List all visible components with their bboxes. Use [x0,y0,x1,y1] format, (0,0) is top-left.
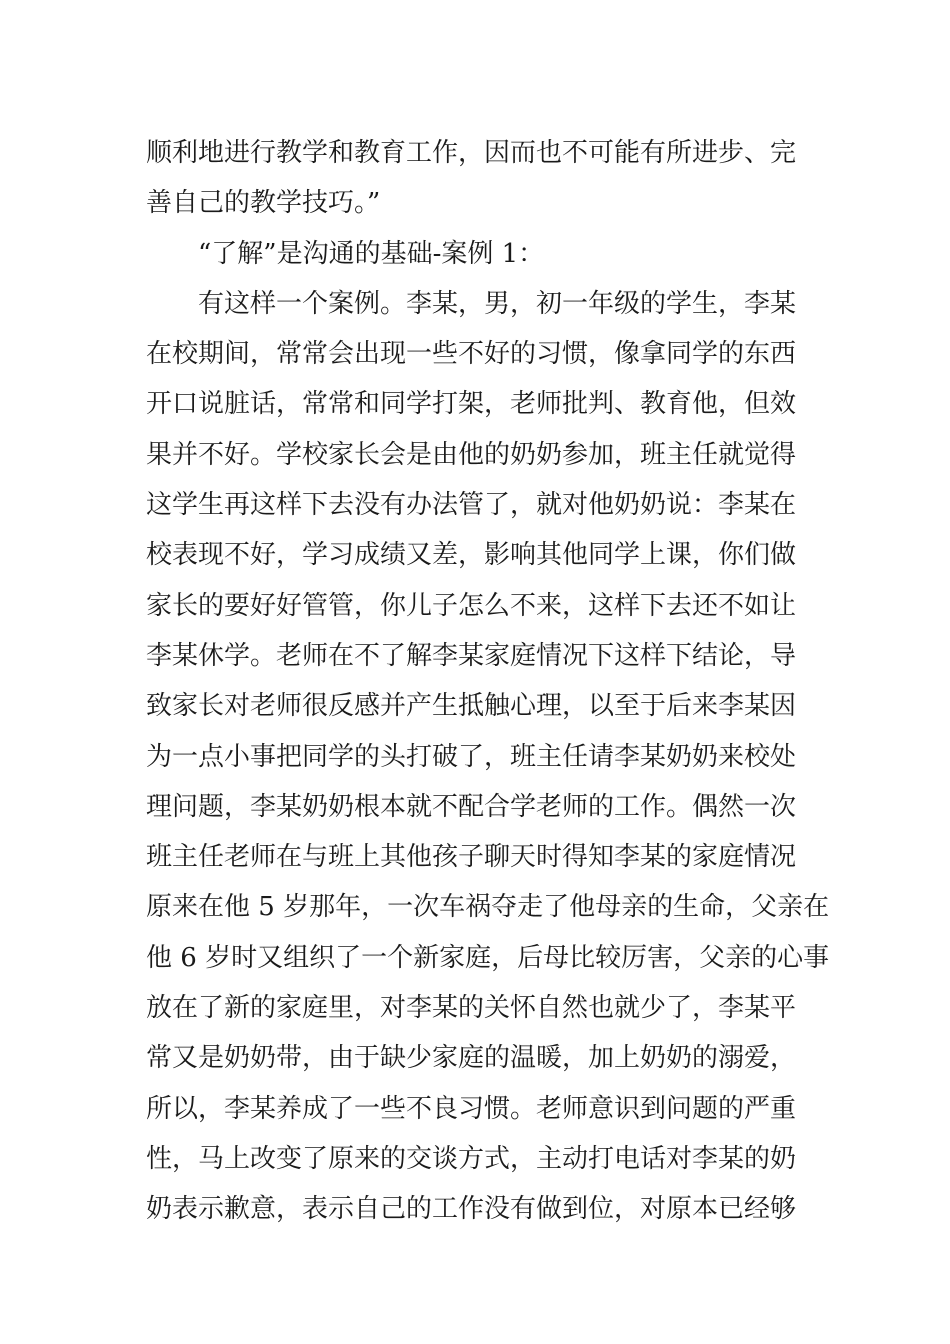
text-line: 奶表示歉意，表示自己的工作没有做到位，对原本已经够 [146,1194,797,1225]
text-line: 班主任老师在与班上其他孩子聊天时得知李某的家庭情况 [146,842,797,873]
text-line: 李某休学。老师在不了解李某家庭情况下这样下结论，导 [146,640,797,671]
text-line: 性，马上改变了原来的交谈方式，主动打电话对李某的奶 [146,1143,797,1174]
text-line: 家长的要好好管管，你儿子怎么不来，这样下去还不如让 [146,590,797,621]
text-line: 为一点小事把同学的头打破了，班主任请李某奶奶来校处 [146,741,797,772]
text-line: 致家长对老师很反感并产生抵触心理，以至于后来李某因 [146,691,797,722]
text-line: 果并不好。学校家长会是由他的奶奶参加，班主任就觉得 [146,439,797,470]
section-heading: “了解”是沟通的基础-案例 1： [198,238,545,269]
text-line: 理问题，李某奶奶根本就不配合学老师的工作。偶然一次 [146,791,797,822]
text-line: 原来在他 5 岁那年，一次车祸夺走了他母亲的生命，父亲在 [146,892,830,923]
text-line: 常又是奶奶带，由于缺少家庭的温暖，加上奶奶的溺爱， [146,1043,797,1074]
text-line: 开口说脏话，常常和同学打架，老师批判、教育他，但效 [146,389,797,420]
text-line: 所以，李某养成了一些不良习惯。老师意识到问题的严重 [146,1093,797,1124]
paragraph-first-line: 有这样一个案例。李某，男，初一年级的学生，李某 [198,288,797,319]
text-line: 这学生再这样下去没有办法管了，就对他奶奶说：李某在 [146,490,797,521]
body-text [146,128,830,1235]
text-line: 校表现不好，学习成绩又差，影响其他同学上课，你们做 [146,540,797,571]
text-line: 在校期间，常常会出现一些不好的习惯，像拿同学的东西 [146,339,797,370]
text-line: 他 6 岁时又组织了一个新家庭，后母比较厉害，父亲的心事 [146,942,830,973]
text-line: 顺利地进行教学和教育工作，因而也不可能有所进步、完 [146,138,797,168]
text-line: 善自己的教学技巧。” [146,188,381,219]
text-line: 放在了新的家庭里，对李某的关怀自然也就少了，李某平 [146,993,797,1024]
